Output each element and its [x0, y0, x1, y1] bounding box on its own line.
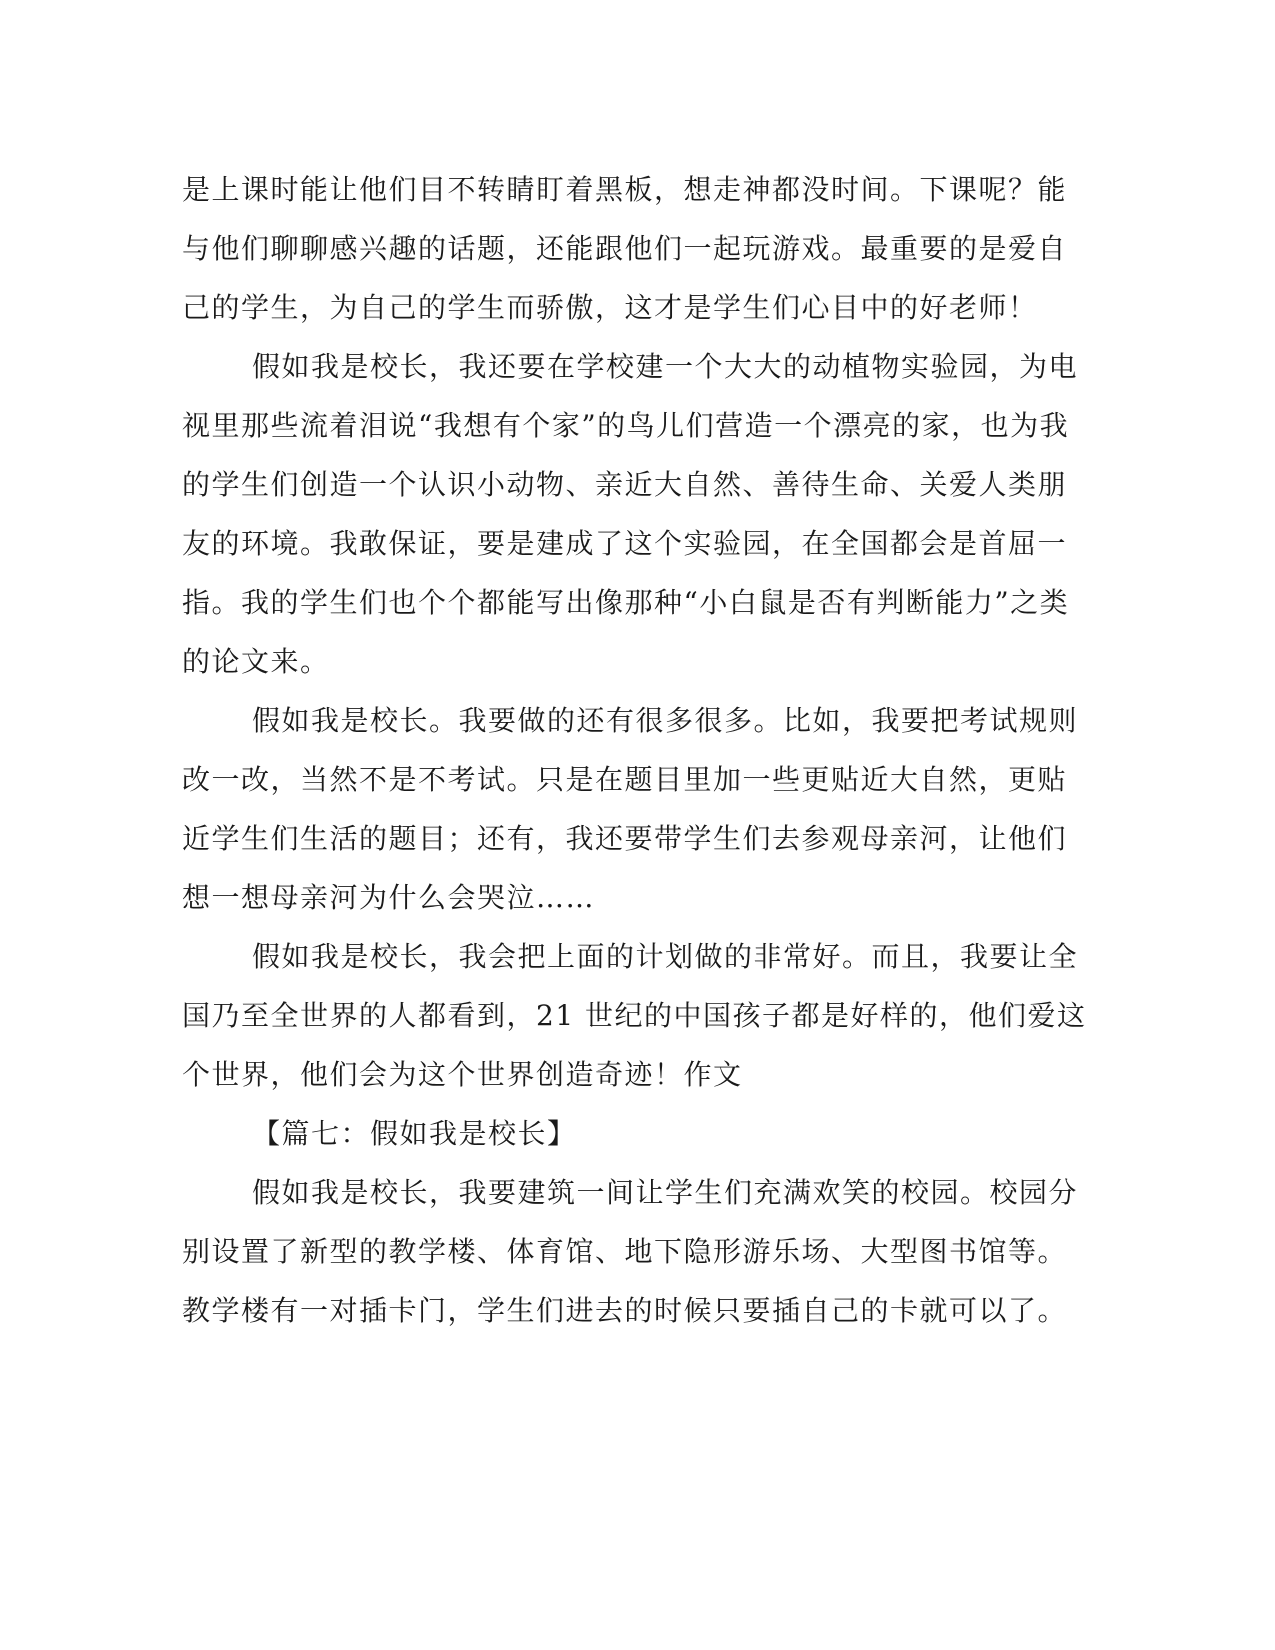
text-line: 别设置了新型的教学楼、体育馆、地下隐形游乐场、大型图书馆等。 — [182, 1235, 1068, 1268]
text-line: 的学生们创造一个认识小动物、亲近大自然、善待生命、关爱人类朋 — [182, 468, 1068, 501]
text-line: 的论文来。 — [182, 645, 330, 678]
paragraph-start-line: 假如我是校长，我要建筑一间让学生们充满欢笑的校园。校园分 — [252, 1176, 1079, 1209]
text-line: 视里那些流着泪说“我想有个家”的鸟儿们营造一个漂亮的家，也为我 — [182, 409, 1070, 442]
text-line: 己的学生，为自己的学生而骄傲，这才是学生们心目中的好老师！ — [182, 291, 1038, 324]
text-line: 指。我的学生们也个个都能写出像那种“小白鼠是否有判断能力”之类 — [182, 586, 1070, 619]
body-text — [182, 160, 1087, 1340]
text-line: 改一改，当然不是不考试。只是在题目里加一些更贴近大自然，更贴 — [182, 763, 1068, 796]
text-line: 国乃至全世界的人都看到，21 世纪的中国孩子都是好样的，他们爱这 — [182, 999, 1087, 1032]
text-line: 想一想母亲河为什么会哭泣…… — [182, 881, 596, 914]
paragraph-start-line: 假如我是校长，我还要在学校建一个大大的动植物实验园，为电 — [252, 350, 1079, 383]
text-line: 近学生们生活的题目；还有，我还要带学生们去参观母亲河，让他们 — [182, 822, 1068, 855]
paragraph-start-line: 假如我是校长。我要做的还有很多很多。比如，我要把考试规则 — [252, 704, 1079, 737]
text-line: 个世界，他们会为这个世界创造奇迹！作文 — [182, 1058, 743, 1091]
paragraph-start-line: 假如我是校长，我会把上面的计划做的非常好。而且，我要让全 — [252, 940, 1079, 973]
text-line: 是上课时能让他们目不转睛盯着黑板，想走神都没时间。下课呢？能 — [182, 173, 1068, 206]
section-heading: 【篇七：假如我是校长】 — [252, 1117, 577, 1150]
text-line: 与他们聊聊感兴趣的话题，还能跟他们一起玩游戏。最重要的是爱自 — [182, 232, 1068, 265]
text-line: 友的环境。我敢保证，要是建成了这个实验园，在全国都会是首屈一 — [182, 527, 1068, 560]
text-line: 教学楼有一对插卡门，学生们进去的时候只要插自己的卡就可以了。 — [182, 1294, 1068, 1327]
